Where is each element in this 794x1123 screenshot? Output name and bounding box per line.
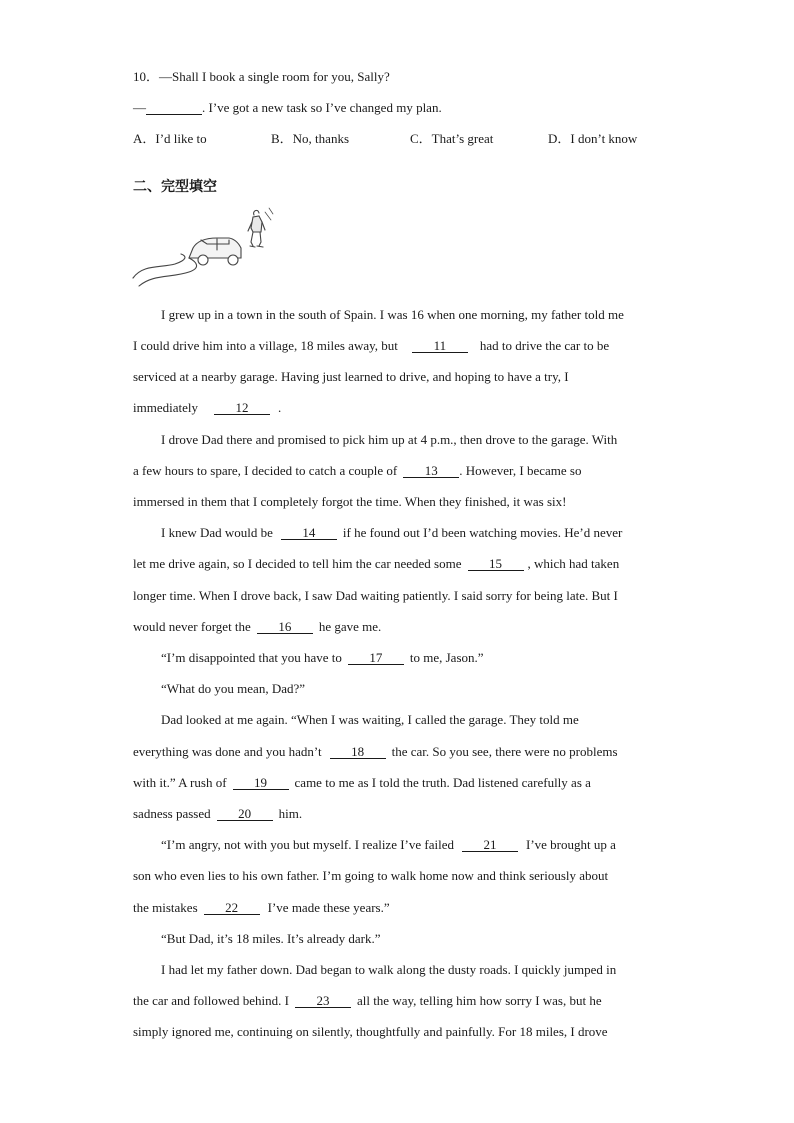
blank-16[interactable]: 16: [257, 620, 313, 634]
passage-line: “But Dad, it’s 18 miles. It’s already dark.”: [161, 931, 381, 946]
answer-blank: [146, 101, 202, 115]
passage-line: “I’m angry, not with you but myself. I realize I’ve failed 21 I’ve brought up a: [161, 837, 616, 852]
answer-dash: —: [133, 100, 146, 115]
option-b: B．No, thanks: [271, 131, 350, 146]
option-a: A．I’d like to: [133, 131, 207, 146]
option-c: C．That’s great: [410, 131, 494, 146]
section-heading: 二、完型填空: [133, 179, 217, 195]
passage-line: let me drive again, so I decided to tell him the car needed some 15 , which had taken: [133, 556, 620, 571]
blank-21[interactable]: 21: [462, 838, 518, 852]
passage-line: a few hours to spare, I decided to catch a couple of 13 . However, I became so: [133, 463, 582, 478]
blank-20[interactable]: 20: [217, 807, 273, 821]
passage-line: Dad looked at me again. “When I was waiting, I called the garage. They told me: [161, 712, 579, 727]
blank-23[interactable]: 23: [295, 994, 351, 1008]
blank-19[interactable]: 19: [233, 776, 289, 790]
passage-line: would never forget the 16 he gave me.: [133, 619, 382, 634]
passage-line: with it.” A rush of 19 came to me as I told the truth. Dad listened carefully as a: [133, 775, 591, 790]
answer-text: . I’ve got a new task so I’ve changed my plan.: [202, 100, 442, 115]
passage-line: simply ignored me, continuing on silently, thoughtfully and painfully. For 18 miles, I drove: [133, 1024, 608, 1039]
passage-line: sadness passed 20 him.: [133, 806, 303, 821]
passage-line: immediately 12 .: [133, 400, 282, 415]
passage-line: longer time. When I drove back, I saw Dad waiting patiently. I said sorry for being late. But I: [133, 588, 618, 603]
blank-11[interactable]: 11: [412, 339, 468, 353]
passage-line: I grew up in a town in the south of Spain. I was 16 when one morning, my father told me: [161, 307, 624, 322]
blank-12[interactable]: 12: [214, 401, 270, 415]
passage-line: I had let my father down. Dad began to walk along the dusty roads. I quickly jumped in: [161, 962, 617, 977]
blank-17[interactable]: 17: [348, 651, 404, 665]
passage-line: immersed in them that I completely forgot the time. When they finished, it was six!: [133, 494, 567, 509]
passage-line: the mistakes 22 I’ve made these years.”: [133, 900, 390, 915]
question-10: 10．—Shall I book a single room for you, Sally?: [133, 69, 390, 84]
blank-15[interactable]: 15: [468, 557, 524, 571]
car-and-walking-man-illustration: [131, 198, 287, 290]
blank-18[interactable]: 18: [330, 745, 386, 759]
option-d: D．I don’t know: [548, 131, 638, 146]
blank-14[interactable]: 14: [281, 526, 337, 540]
passage-line: the car and followed behind. I 23 all the way, telling him how sorry I was, but he: [133, 993, 602, 1008]
passage-line: I drove Dad there and promised to pick him up at 4 p.m., then drove to the garage. With: [161, 432, 618, 447]
passage-line: serviced at a nearby garage. Having just learned to drive, and hoping to have a try, I: [133, 369, 569, 384]
passage-line: I could drive him into a village, 18 miles away, but 11 had to drive the car to be: [133, 338, 610, 353]
question-10-answer: [133, 100, 442, 116]
passage-line: “What do you mean, Dad?”: [161, 681, 306, 696]
passage-line: I knew Dad would be 14 if he found out I’d been watching movies. He’d never: [161, 525, 623, 540]
passage-line: everything was done and you hadn’t 18 the car. So you see, there were no problems: [133, 744, 618, 759]
blank-22[interactable]: 22: [204, 901, 260, 915]
blank-13[interactable]: 13: [403, 464, 459, 478]
passage-line: son who even lies to his own father. I’m going to walk home now and think seriously about: [133, 868, 609, 883]
passage-line: “I’m disappointed that you have to 17 to me, Jason.”: [161, 650, 484, 665]
